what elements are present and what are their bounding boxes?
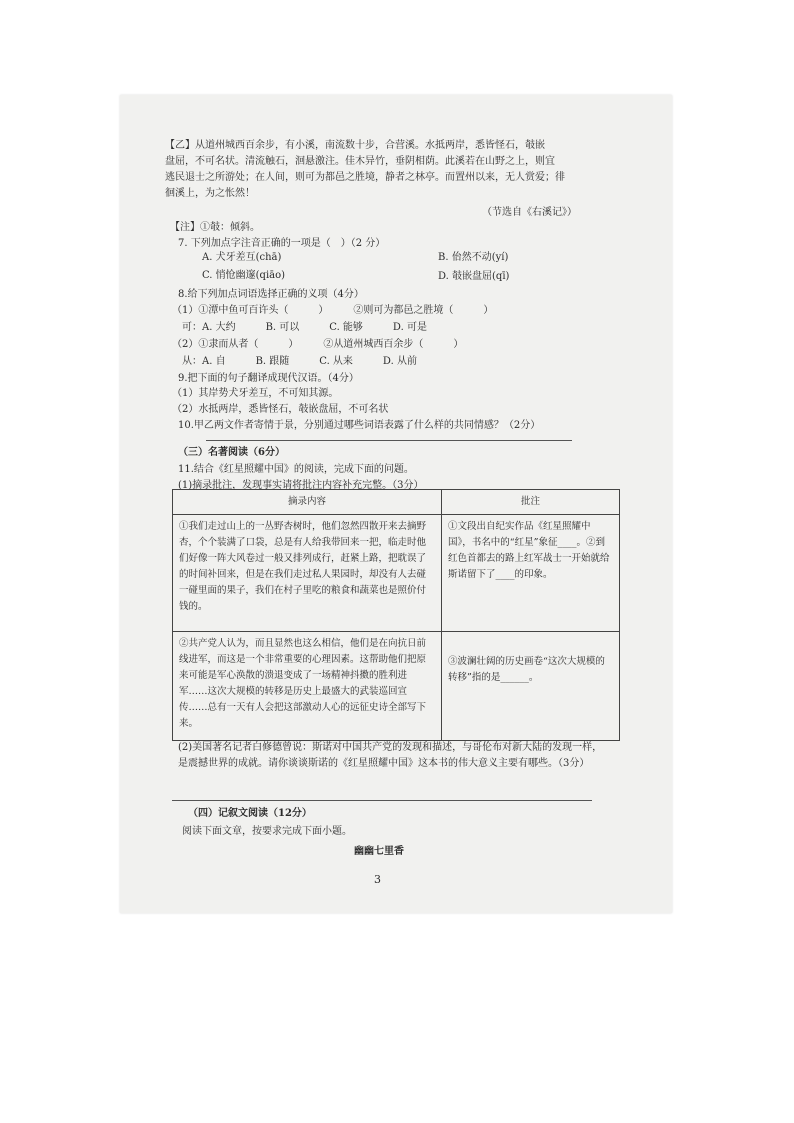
passage-yi-line-3: 逃民退士之所游处；在人间，则可为都邑之胜境，静者之林亭。而置州以来，无人赏爱；徘 — [165, 172, 565, 183]
note: 【注】①攲：倾斜。 — [170, 222, 260, 233]
section-3-title: （三）名著阅读（6分） — [178, 447, 285, 458]
passage-yi-line-2: 盘屈，不可名状。清流触石，洄悬激注。佳木异竹，垂阴相荫。此溪若在山野之上，则宜 — [165, 156, 555, 167]
q11-part2: (2)美国著名记者白修德曾说：斯诺对中国共产党的发现和描述，与哥伦布对新大陆的发现一样，是震撼世界的成就。请你谈谈斯诺的《红星照耀中国》这本书的伟大意义主要有哪些。（3分） — [178, 742, 603, 769]
q11-part1: (1)摘录批注，发现事实请将批注内容补充完整。（3分） — [178, 480, 424, 491]
q11-stem: 11.结合《红星照耀中国》的阅读，完成下面的问题。 — [178, 464, 414, 475]
q7-option-b: B. 佁然不动(yí) — [438, 252, 509, 263]
q10-stem: 10.甲乙两文作者寄情于景，分别通过哪些词语表露了什么样的共同情感？（2分） — [178, 420, 541, 431]
table-cell-excerpt-2: ②共产党人认为，而且显然也这么相信，他们是在向抗日前线进军，而这是一个非常重要的心理因素。这帮助他们把原来可能是军心涣散的溃退变成了一场精神抖擞的胜利进军……这次大规模的转移是历史上最盛大的武装巡回宣传……总有一天有人会把这部激动人心的远征史诗全部写下来。 — [173, 632, 442, 741]
q8-part2-options: 从：A. 自 B. 跟随 C. 从来 D. 从前 — [182, 356, 417, 367]
passage-yi-line-4: 徊溪上，为之怅然！ — [165, 188, 255, 199]
q7-option-a: A. 犬牙差互(chā) — [202, 252, 282, 263]
table-cell-excerpt-1: ①我们走过山上的一丛野杏树时，他们忽然四散开来去摘野杏，个个装满了口袋，总是有人给我带回来一把，临走时他们好像一阵大风卷过一般又排列成行，赶紧上路，把耽误了的时间补回来，但是在我们走过私人果园时，却没有人去碰一碰里面的果子，我们在村子里吃的粮食和蔬菜也是照价付钱的。 — [173, 515, 442, 632]
article-title: 幽幽七里香 — [354, 846, 404, 857]
q10-answer-line — [206, 440, 572, 441]
table-header-note: 批注 — [442, 490, 620, 515]
q8-part1-options: 可：A. 大约 B. 可以 C. 能够 D. 可是 — [182, 322, 427, 333]
section-4-instruction: 阅读下面文章，按要求完成下面小题。 — [182, 826, 352, 837]
q8-part2-items: （2）①隶而从者（ ） ②从道州城西百余步（ ） — [172, 339, 464, 350]
passage-yi-line-1: 【乙】从道州城西百余步，有小溪，南流数十步，合营溪。水抵两岸，悉皆怪石，攲嵌 — [165, 140, 545, 151]
table-row — [173, 515, 620, 632]
q11-answer-line — [172, 800, 592, 801]
table-cell-note-2: ③波澜壮阔的历史画卷“这次大规模的转移”指的是______。 — [442, 632, 620, 741]
q8-stem: 8.给下列加点词语选择正确的义项（4分） — [178, 289, 364, 300]
table-row — [173, 632, 620, 741]
excerpt-annotation-table — [172, 489, 620, 741]
q7-option-d: D. 攲嵌盘屈(qī) — [438, 271, 510, 282]
table-header-excerpt: 摘录内容 — [173, 490, 442, 515]
passage-source: （节选自《右溪记》） — [482, 207, 577, 218]
page-number: 3 — [374, 873, 381, 886]
table-header-row — [173, 490, 620, 515]
scanned-page — [120, 95, 672, 913]
q7-option-c: C. 悄怆幽邃(qiāo) — [202, 270, 286, 281]
table-cell-note-1: ①文段出自纪实作品《红星照耀中国》，书名中的“红星”象征____。②到红色首都去的路上红军战士一开始就给斯诺留下了____的印象。 — [442, 515, 620, 632]
q9-sentence-2: （2）水抵两岸，悉皆怪石，攲嵌盘屈，不可名状 — [172, 404, 389, 415]
q7-stem: 7. 下列加点字注音正确的一项是（ ）（2 分） — [178, 238, 386, 249]
section-4-title: （四）记叙文阅读（12分） — [188, 808, 312, 819]
q8-part1-items: （1）①潭中鱼可百许头（ ） ②则可为都邑之胜境（ ） — [172, 305, 494, 316]
q9-sentence-1: （1）其岸势犬牙差互，不可知其源。 — [172, 388, 339, 399]
q9-stem: 9.把下面的句子翻译成现代汉语。（4分） — [178, 373, 359, 384]
